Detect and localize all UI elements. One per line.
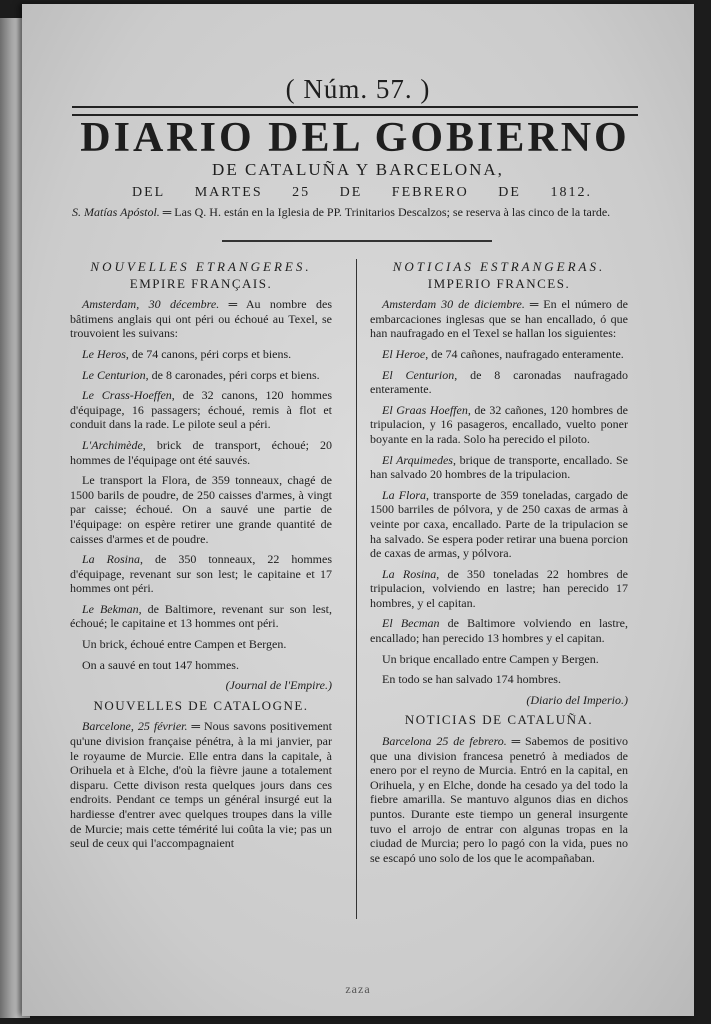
- saint-text: ═ Las Q. H. están en la Iglesia de PP. Trinitarios Descalzos; se reserva à las cinco de la tarde.: [162, 205, 611, 219]
- left-column: [70, 260, 332, 857]
- ship-text: , de 350 toneladas 22 hombres de tripulacion, volviendo en lastre; han perecido 17 hombres, y el capitan.: [370, 566, 628, 610]
- ship-text: , de 350 tonneaux, 22 hommes d'équipage, revenant sur son lest; le capitaine et 17 hommes ont péri.: [70, 552, 332, 596]
- left-ship: [70, 637, 332, 652]
- ship-name: La Rosina: [382, 566, 437, 581]
- ship-name: La Flora: [382, 487, 427, 502]
- left-intro-text: ═ Au nombre des bâtimens anglais qui ont péri ou échoué au Texel, se trouvoient les suivans:: [70, 297, 332, 341]
- ship-name: El Becman: [382, 616, 440, 631]
- right-intro-text: ═ En el número de embarcaciones inglesas que se han encallado, ó que han naufragado en el Texel se hallan los siguientes:: [370, 297, 628, 341]
- footer-mark: zaza: [345, 982, 371, 996]
- left-intro: [70, 297, 332, 341]
- ornamental-rule: [222, 240, 492, 242]
- left-ship: [70, 438, 332, 467]
- ship-name: Le Heros: [82, 346, 126, 361]
- left-news-place: Barcelone, 25 février.: [82, 719, 188, 734]
- ship-name: L'Archimède: [82, 437, 143, 452]
- ship-text: , de 32 canons, 120 hommes d'équipage, 16 passagers; échoué, remis à flot et conduit dans la rade. Le pilote seul a péri.: [70, 388, 332, 432]
- ship-text: , de 74 cañones, naufragado enteramente.: [425, 346, 624, 361]
- ship-text: En todo se han salvado 174 hombres.: [382, 672, 561, 687]
- saint-name: S. Matías Apóstol.: [72, 205, 160, 219]
- ship-name: El Arquimedes: [382, 452, 453, 467]
- left-source: (Journal de l'Empire.): [225, 678, 332, 693]
- right-subheading: IMPERIO FRANCES.: [427, 275, 571, 291]
- ship-text: , brick de transport, échoué; 20 hommes de l'équipage ont été sauvés.: [70, 437, 332, 467]
- ship-text: Un brique encallado entre Campen y Bergen.: [382, 651, 599, 666]
- left-heading-2: NOUVELLES DE CATALOGNE.: [93, 697, 309, 713]
- masthead-subtitle: DE CATALUÑA Y BARCELONA,: [212, 160, 504, 179]
- dateline-month: FEBRERO: [391, 185, 469, 200]
- ship-name: El Graas Hoeffen: [382, 402, 468, 417]
- dateline-de: DE: [498, 185, 521, 200]
- newspaper-page: [22, 4, 694, 1016]
- right-column: [370, 260, 628, 871]
- ship-text: Un brick, échoué entre Campen et Bergen.: [82, 637, 287, 652]
- dateline-day: 25: [292, 185, 311, 200]
- right-ship: [370, 652, 628, 667]
- right-heading-2: NOTICIAS DE CATALUÑA.: [404, 712, 594, 728]
- page-number: ( Núm. 57. ): [285, 74, 431, 104]
- right-ship: [370, 368, 628, 397]
- ship-name: El Centurion: [382, 367, 455, 382]
- ship-name: Le Crass-Hoeffen: [82, 388, 172, 403]
- left-ship: [70, 368, 332, 383]
- ship-name: La Rosina: [82, 552, 141, 567]
- dateline: [132, 185, 592, 201]
- right-ship: [370, 672, 628, 687]
- ship-text: , de 8 caronades, péri corps et biens.: [145, 367, 320, 382]
- ship-text: Le transport la Flora, de 359 tonneaux, chagé de 1500 barils de poudre, de 250 caisses d'armes, à vingt par caisse; échoué. On a sauvé une partie de l'équipage: on espère retirer une grande quantité de caisses d'armes et de poudre.: [70, 473, 332, 546]
- left-ship: [70, 658, 332, 673]
- left-heading: NOUVELLES ETRANGERES.: [90, 259, 312, 274]
- right-intro-place: Amsterdam 30 de diciembre.: [382, 297, 525, 312]
- dateline-de: DE: [339, 185, 363, 200]
- ship-text: , de 74 canons, péri corps et biens.: [125, 346, 292, 361]
- left-ship: [70, 602, 332, 631]
- right-ship: [370, 347, 628, 362]
- right-ship: [370, 453, 628, 482]
- left-intro-place: Amsterdam, 30 décembre.: [82, 297, 220, 312]
- ship-text: de Baltimore volviendo en lastre, encallado; han perecido 13 hombres y el capitan.: [370, 616, 629, 646]
- left-ship: [70, 388, 332, 432]
- left-ship: [70, 347, 332, 362]
- ship-text: On a sauvé en tout 147 hommes.: [82, 657, 239, 672]
- right-ship: [370, 567, 628, 611]
- ship-text: , de 8 caronadas naufragado enteramente.: [370, 367, 628, 397]
- ship-text: , de Baltimore, revenant sur son lest, échoué; le capitaine et 13 hommes ont péri.: [70, 601, 332, 631]
- saint-notice: [72, 204, 642, 221]
- ship-text: , de 32 cañones, 120 hombres de tripulacion, y 16 pasageros, encallado, vuelto poner boyante en la rada. Solo ha perecido el piloto.: [370, 402, 628, 446]
- ship-name: El Heroe: [382, 346, 426, 361]
- right-news-place: Barcelona 25 de febrero.: [382, 734, 507, 749]
- ship-text: , transporte de 359 toneladas, cargado de 1500 barriles de pólvora, y de 250 caxas de armas à veinte por caxa, encallado. Parte de la tripulacion se ha salvado. Se espera poder retirar una buena porcion de caxas de armas, y pólvora.: [370, 487, 628, 561]
- right-ship: [370, 488, 628, 561]
- ship-name: Le Bekman: [82, 601, 139, 616]
- right-news: [370, 734, 628, 865]
- dateline-weekday: MARTES: [194, 185, 263, 200]
- ship-name: Le Centurion: [82, 367, 146, 382]
- left-ship: [70, 473, 332, 546]
- right-ship: [370, 403, 628, 447]
- dateline-del: DEL: [132, 185, 166, 200]
- left-subheading: EMPIRE FRANÇAIS.: [129, 275, 273, 291]
- dateline-year: 1812.: [550, 185, 592, 200]
- right-heading: NOTICIAS ESTRANGERAS.: [392, 259, 606, 274]
- right-intro: [370, 297, 628, 341]
- masthead-title: DIARIO DEL GOBIERNO: [80, 115, 630, 161]
- right-source: (Diario del Imperio.): [526, 692, 628, 707]
- left-news: [70, 719, 332, 850]
- left-ship: [70, 552, 332, 596]
- column-divider: [356, 259, 357, 919]
- right-news-text: ═ Sabemos de positivo que una division francesa penetró à mediados de enero por el reyno de Murcia. Entró en la capital, en Orihuela, y en Elche, donde ha cesado ya del todo la fiebre amarilla. Se mantuvo algunos dias en dichos puntos. Durante este tiempo un general insurgente tuvo el arrojo de entrar con algunas tropas en la ciudad de Murcia; pero lo pagó con la vida, pues no se escapó uno solo de los que le acompañaban.: [370, 734, 628, 865]
- ship-text: , brique de transporte, encallado. Se han salvado 20 hombres de la tripulacion.: [370, 452, 629, 482]
- left-news-text: ═ Nous savons positivement qu'une division française pénétra, à la mi janvier, par le royaume de Murcie. Elle entra dans la capitale, à Orihuela et à Elche, d'où la fièvre jaune a totalement disparu. Cette divison resta quelques jours dans ces endroits. Pendant ce temps un général insurgé eut la hardiesse d'entrer avec quelques troupes dans la ville de Murcie; mais cette témérité lui coûta la vie; pas un seul de ceux qui l'accompagnaient: [70, 719, 332, 851]
- right-ship: [370, 616, 628, 645]
